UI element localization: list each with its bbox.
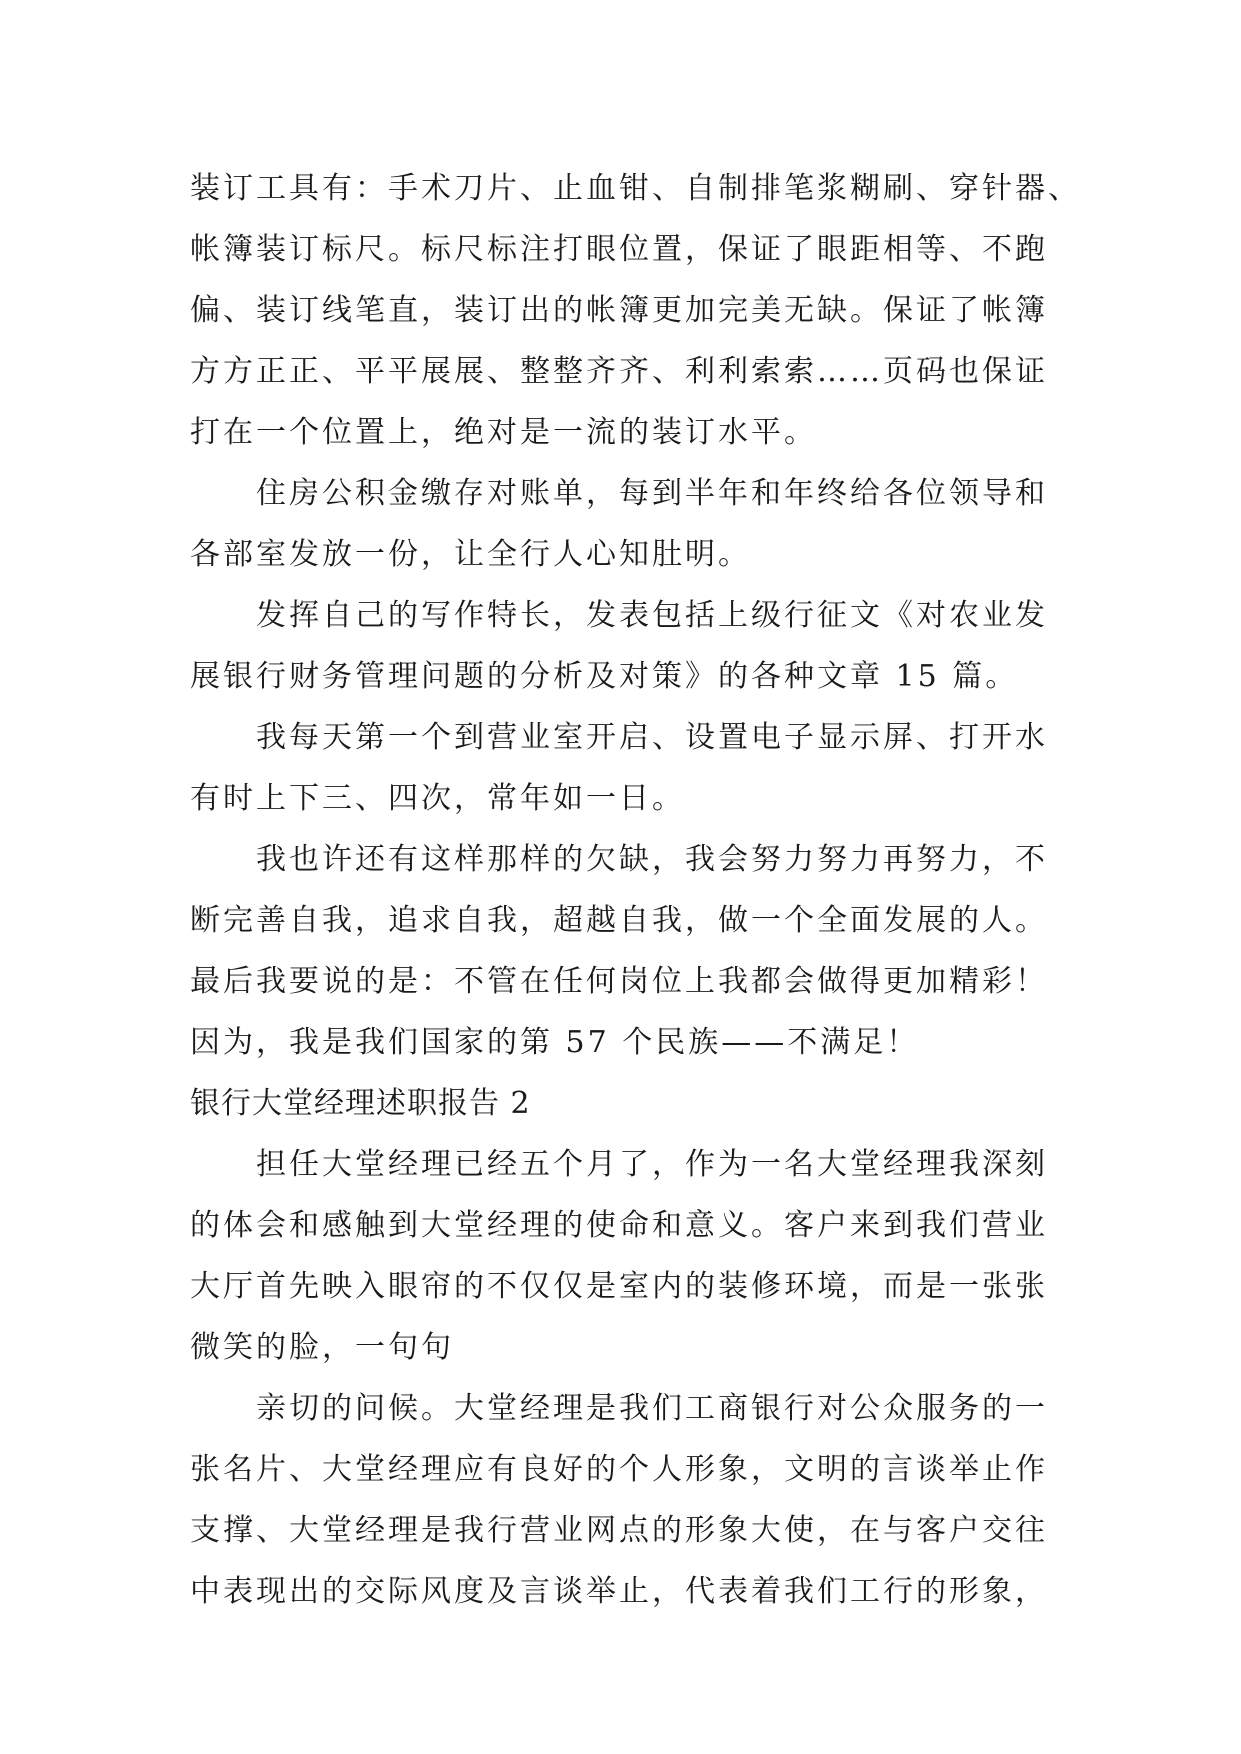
text-line: 有时上下三、四次，常年如一日。 (190, 781, 685, 816)
text-line: 最后我要说的是：不管在任何岗位上我都会做得更加精彩！ (190, 964, 1048, 999)
text-line: 支撑、大堂经理是我行营业网点的形象大使，在与客户交往 (190, 1513, 1048, 1548)
text-line: 各部室发放一份，让全行人心知肚明。 (190, 537, 751, 572)
text-line: 方方正正、平平展展、整整齐齐、利利索索……页码也保证 (190, 354, 1048, 389)
text-line: 偏、装订线笔直，装订出的帐簿更加完美无缺。保证了帐簿 (190, 293, 1048, 328)
paragraph-start-line: 住房公积金缴存对账单，每到半年和年终给各位领导和 (256, 476, 1048, 511)
paragraph-start-line: 发挥自己的写作特长，发表包括上级行征文《对农业发 (256, 598, 1048, 633)
text-line: 因为，我是我们国家的第 57 个民族——不满足！ (190, 1025, 920, 1060)
text-line: 帐簿装订标尺。标尺标注打眼位置，保证了眼距相等、不跑 (190, 232, 1048, 267)
section-heading: 银行大堂经理述职报告 2 (190, 1086, 531, 1121)
text-line: 展银行财务管理问题的分析及对策》的各种文章 15 篇。 (190, 659, 1019, 694)
paragraph-start-line: 我也许还有这样那样的欠缺，我会努力努力再努力，不 (256, 842, 1048, 877)
text-line: 张名片、大堂经理应有良好的个人形象，文明的言谈举止作 (190, 1452, 1048, 1487)
text-line: 装订工具有：手术刀片、止血钳、自制排笔浆糊刷、穿针器、 (190, 171, 1081, 206)
document-body (190, 158, 1090, 1622)
text-line: 微笑的脸，一句句 (190, 1330, 454, 1365)
text-line: 打在一个位置上，绝对是一流的装订水平。 (190, 415, 817, 450)
paragraph-start-line: 我每天第一个到营业室开启、设置电子显示屏、打开水 (256, 720, 1048, 755)
paragraph-start-line: 担任大堂经理已经五个月了，作为一名大堂经理我深刻 (256, 1147, 1048, 1182)
text-line: 的体会和感触到大堂经理的使命和意义。客户来到我们营业 (190, 1208, 1048, 1243)
text-line: 断完善自我，追求自我，超越自我，做一个全面发展的人。 (190, 903, 1048, 938)
paragraph-start-line: 亲切的问候。大堂经理是我们工商银行对公众服务的一 (256, 1391, 1048, 1426)
text-line: 中表现出的交际风度及言谈举止，代表着我们工行的形象， (190, 1574, 1048, 1609)
text-line: 大厅首先映入眼帘的不仅仅是室内的装修环境，而是一张张 (190, 1269, 1048, 1304)
